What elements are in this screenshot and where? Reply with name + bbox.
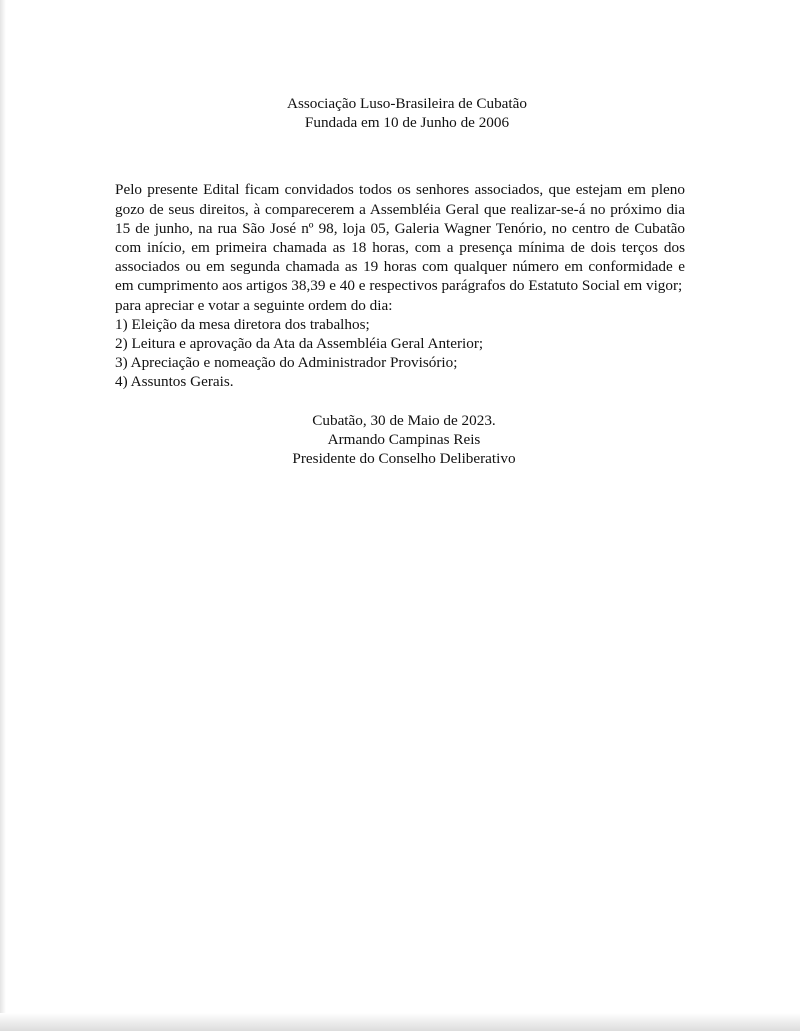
founding-date: Fundada em 10 de Junho de 2006	[304, 114, 510, 132]
agenda-intro: para apreciar e votar a seguinte ordem do dia:	[115, 296, 393, 314]
signature-block	[115, 411, 685, 469]
organization-name: Associação Luso-Brasileira de Cubatão	[287, 95, 527, 112]
agenda-item: 4) Assuntos Gerais.	[115, 373, 234, 391]
notice-paragraph	[115, 180, 685, 295]
agenda-list	[115, 315, 685, 392]
document-header	[115, 94, 685, 132]
document-page	[115, 94, 685, 468]
notice-body: Pelo presente Edital ficam convidados todos os senhores associados, que estejam em pleno gozo de seus direitos, à comparecerem a Assembléia Geral que realizar-se-á no próximo dia 15 de junho, na rua São José nº 98, loja 05, Galeria Wagner Tenório, no centro de Cubatão com início, em primeira chamada as 18 horas, com a presença mínima de dois terços dos associados ou em segunda chamada as 19 horas com qualquer número em conformidade e em cumprimento aos artigos 38,39 e 40 e respectivos parágrafos do Estatuto Social em vigor;	[115, 181, 685, 295]
signer-name: Armando Campinas Reis	[327, 430, 481, 448]
agenda-item: 1) Eleição da mesa diretora dos trabalhos;	[115, 315, 370, 333]
signer-title: Presidente do Conselho Deliberativo	[292, 450, 516, 468]
page-bottom-shadow	[0, 1013, 800, 1031]
agenda-item: 3) Apreciação e nomeação do Administrador Provisório;	[115, 354, 458, 372]
agenda-item: 2) Leitura e aprovação da Ata da Assembléia Geral Anterior;	[115, 335, 484, 353]
page-edge-shadow	[0, 0, 6, 1031]
place-date: Cubatão, 30 de Maio de 2023.	[312, 411, 496, 429]
